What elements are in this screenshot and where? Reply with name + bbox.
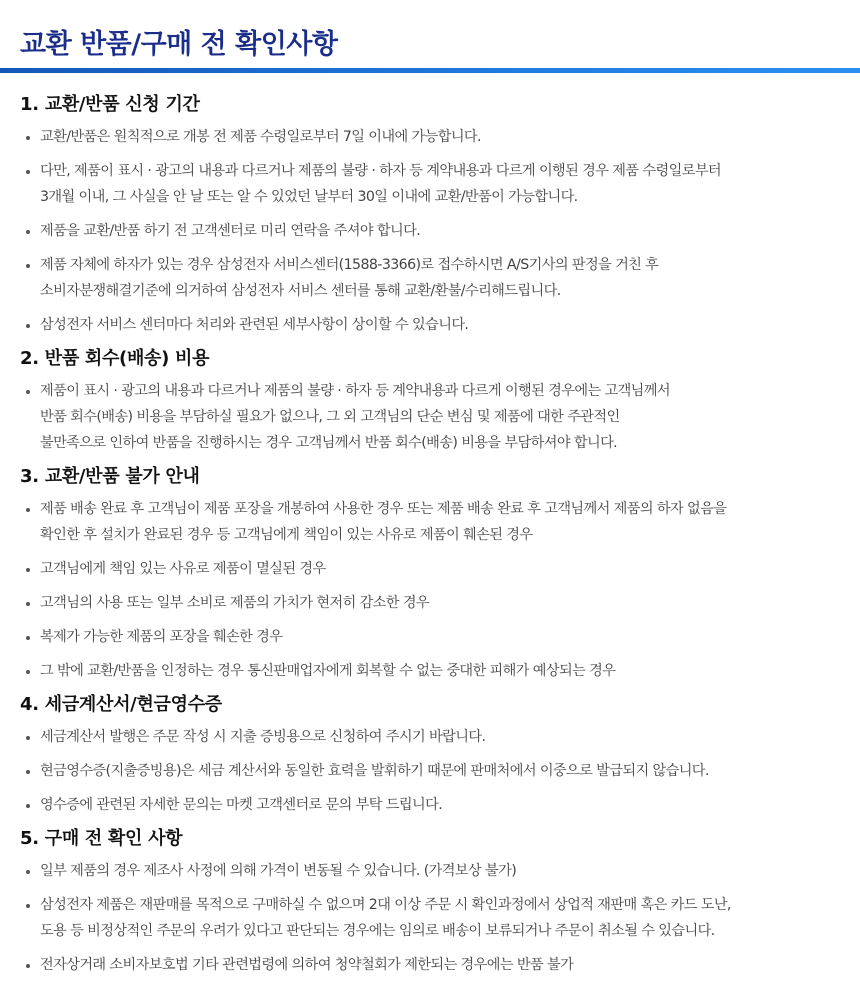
list-item (20, 154, 850, 214)
item-text: 제품을 교환/반품 하기 전 고객센터로 미리 연락을 주셔야 합니다. (40, 223, 421, 239)
item-list (20, 854, 850, 982)
list-item (20, 120, 850, 154)
item-text: 영수증에 관련된 자세한 문의는 마켓 고객센터로 문의 부탁 드립니다. (40, 797, 443, 813)
bullet-icon (26, 602, 30, 606)
item-list (20, 374, 850, 460)
section-exchange-return-period (20, 90, 850, 342)
item-text: 불만족으로 인하여 반품을 진행하시는 경우 고객님께서 반품 회수(배송) 비용을 부담하셔야 합니다. (40, 435, 618, 451)
list-item (20, 374, 850, 460)
item-text: 도용 등 비정상적인 주문의 우려가 있다고 판단되는 경우에는 임의로 배송이 보류되거나 주문이 취소될 수 있습니다. (40, 923, 715, 939)
section-title: 2. 반품 회수(배송) 비용 (20, 348, 210, 369)
bullet-icon (26, 170, 30, 174)
list-item (20, 888, 850, 948)
list-item (20, 248, 850, 308)
item-text: 3개월 이내, 그 사실을 안 날 또는 알 수 있었던 날부터 30일 이내에 교환/반품이 가능합니다. (40, 189, 578, 205)
bullet-icon (26, 804, 30, 808)
item-text: 고객님에게 책임 있는 사유로 제품이 멸실된 경우 (40, 561, 326, 577)
item-text: 그 밖에 교환/반품을 인정하는 경우 통신판매업자에게 회복할 수 없는 중대한 피해가 예상되는 경우 (40, 663, 616, 679)
item-text: 전자상거래 소비자보호법 기타 관련법령에 의하여 청약철회가 제한되는 경우에는 반품 불가 (40, 957, 574, 973)
item-text: 삼성전자 제품은 재판매를 목적으로 구매하실 수 없으며 2대 이상 주문 시 확인과정에서 상업적 재판매 혹은 카드 도난, (40, 897, 731, 913)
item-text: 고객님의 사용 또는 일부 소비로 제품의 가치가 현저히 감소한 경우 (40, 595, 430, 611)
item-text: 다만, 제품이 표시 · 광고의 내용과 다르거나 제품의 불량 · 하자 등 계약내용과 다르게 이행된 경우 제품 수령일로부터 (40, 163, 722, 179)
item-text: 제품이 표시 · 광고의 내용과 다르거나 제품의 불량 · 하자 등 계약내용과 다르게 이행된 경우에는 고객님께서 (40, 383, 670, 399)
bullet-icon (26, 736, 30, 740)
section-title: 3. 교환/반품 불가 안내 (20, 466, 200, 487)
bullet-icon (26, 568, 30, 572)
item-text: 현금영수증(지출증빙용)은 세금 계산서와 동일한 효력을 발휘하기 때문에 판매처에서 이중으로 발급되지 않습니다. (40, 763, 709, 779)
bullet-icon (26, 870, 30, 874)
list-item (20, 586, 850, 620)
list-item (20, 214, 850, 248)
item-text: 확인한 후 설치가 완료된 경우 등 고객님에게 책임이 있는 사유로 제품이 훼손된 경우 (40, 527, 533, 543)
item-text: 제품 자체에 하자가 있는 경우 삼성전자 서비스센터(1588-3366)로 접수하시면 A/S기사의 판정을 거친 후 (40, 257, 659, 273)
item-text: 복제가 가능한 제품의 포장을 훼손한 경우 (40, 629, 283, 645)
notice-content (0, 76, 850, 982)
list-item (20, 720, 850, 754)
item-list (20, 120, 850, 342)
item-text: 반품 회수(배송) 비용을 부담하실 필요가 없으나, 그 외 고객님의 단순 변심 및 제품에 대한 주관적인 (40, 409, 620, 425)
bullet-icon (26, 264, 30, 268)
section-title: 4. 세금계산서/현금영수증 (20, 694, 222, 715)
section-pre-purchase-check (20, 824, 850, 982)
item-text: 일부 제품의 경우 제조사 사정에 의해 가격이 변동될 수 있습니다. (가격보상 불가) (40, 863, 517, 879)
item-list (20, 720, 850, 822)
bullet-icon (26, 670, 30, 674)
page-title: 교환 반품/구매 전 확인사항 (20, 29, 338, 60)
bullet-icon (26, 964, 30, 968)
list-item (20, 620, 850, 654)
list-item (20, 788, 850, 822)
section-tax-invoice-receipt (20, 690, 850, 822)
list-item (20, 492, 850, 552)
section-title: 5. 구매 전 확인 사항 (20, 828, 183, 849)
list-item (20, 552, 850, 586)
list-item (20, 754, 850, 788)
bullet-icon (26, 904, 30, 908)
section-title: 1. 교환/반품 신청 기간 (20, 94, 200, 115)
bullet-icon (26, 136, 30, 140)
bullet-icon (26, 324, 30, 328)
list-item (20, 948, 850, 982)
bullet-icon (26, 508, 30, 512)
item-text: 삼성전자 서비스 센터마다 처리와 관련된 세부사항이 상이할 수 있습니다. (40, 317, 469, 333)
item-text: 소비자분쟁해결기준에 의거하여 삼성전자 서비스 센터를 통해 교환/환불/수리해드립니다. (40, 283, 561, 299)
item-list (20, 492, 850, 688)
list-item (20, 308, 850, 342)
bullet-icon (26, 636, 30, 640)
header (0, 0, 860, 76)
section-return-shipping-cost (20, 344, 850, 460)
bullet-icon (26, 390, 30, 394)
item-text: 교환/반품은 원칙적으로 개봉 전 제품 수령일로부터 7일 이내에 가능합니다. (40, 129, 481, 145)
list-item (20, 654, 850, 688)
list-item (20, 854, 850, 888)
bullet-icon (26, 230, 30, 234)
item-text: 제품 배송 완료 후 고객님이 제품 포장을 개봉하여 사용한 경우 또는 제품 배송 완료 후 고객님께서 제품의 하자 없음을 (40, 501, 727, 517)
bullet-icon (26, 770, 30, 774)
title-divider (0, 68, 860, 73)
item-text: 세금계산서 발행은 주문 작성 시 지출 증빙용으로 신청하여 주시기 바랍니다. (40, 729, 486, 745)
section-exchange-return-not-allowed (20, 462, 850, 688)
